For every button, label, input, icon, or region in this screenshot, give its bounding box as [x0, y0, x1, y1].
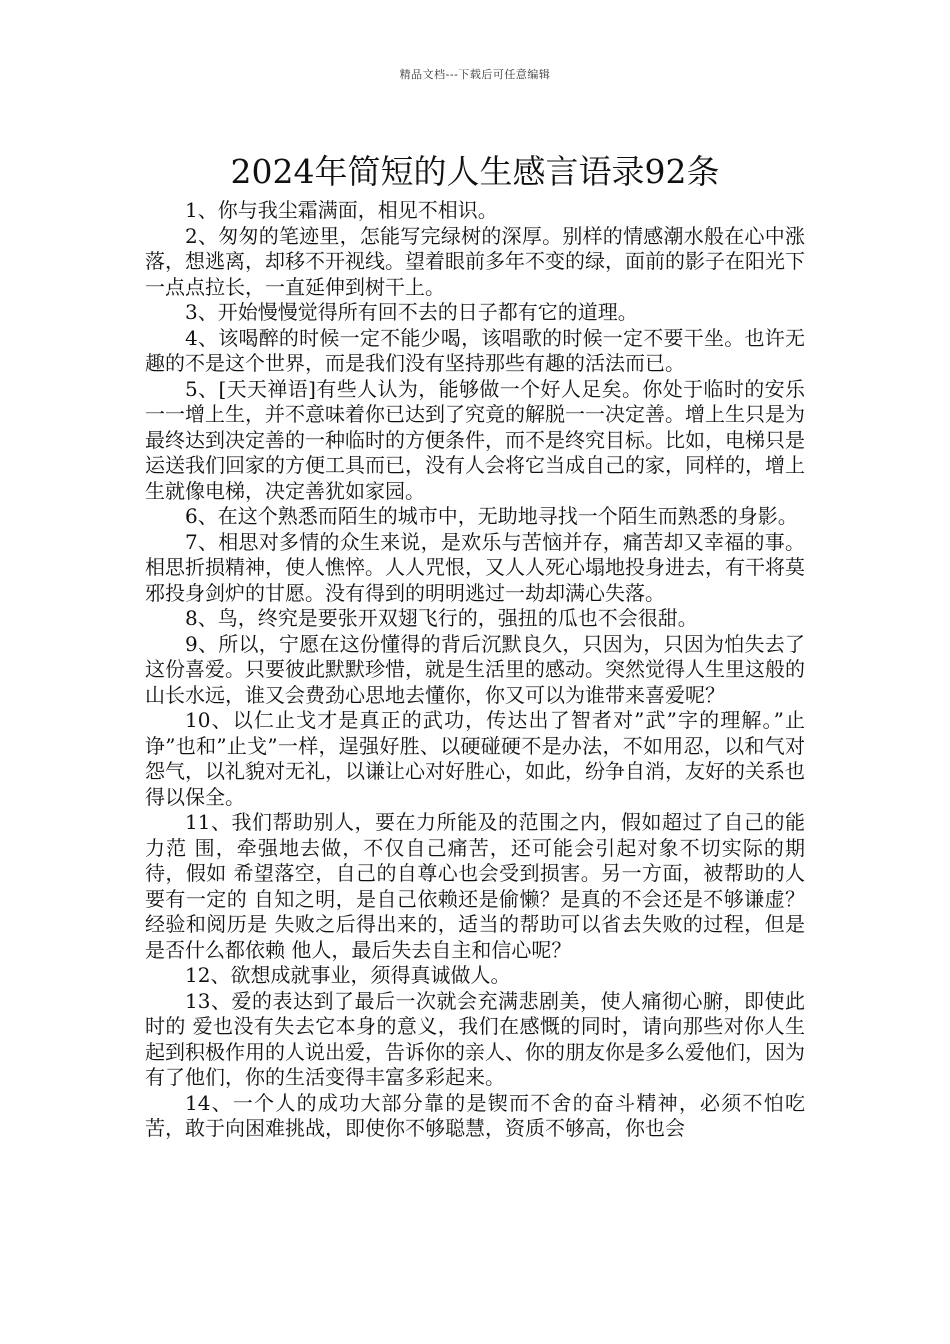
- paragraph: 3、开始慢慢觉得所有回不去的日子都有它的道理。: [185, 300, 638, 324]
- paragraph: 14、一个人的成功大部分靠的是锲而不舍的奋斗精神，必须不怕吃苦，敢于向困难挑战，即使你不够聪慧，资质不够高，你也会: [145, 1090, 805, 1140]
- paragraph: 7、相思对多情的众生来说，是欢乐与苦恼并存，痛苦却又幸福的事。相思折损精神，使人憔悴。人人咒恨，又人人死心塌地投身进去，有干将莫邪投身剑炉的甘愿。没有得到的明明逃过一劫却满心失落。: [145, 529, 805, 605]
- document-title: 2024年简短的人生感言语录92条: [230, 152, 720, 192]
- paragraph: 13、爱的表达到了最后一次就会充满悲剧美，使人痛彻心腑，即使此时的 爱也没有失去它本身的意义，我们在感慨的同时，请向那些对你人生起到积极作用的人说出爱，告诉你的亲人、你的朋友你是多么爱他们，因为有了他们，你的生活变得丰富多彩起来。: [145, 988, 805, 1089]
- paragraph: 9、所以，宁愿在这份懂得的背后沉默良久，只因为，只因为怕失去了这份喜爱。只要彼此默默珍惜，就是生活里的感动。突然觉得人生里这般的山长水远，谁又会费劲心思地去懂你，你又可以为谁带来喜爱呢？: [145, 631, 805, 707]
- paragraph: 12、欲想成就事业，须得真诚做人。: [185, 963, 511, 987]
- page-header: 精品文档---下载后可任意编辑: [399, 68, 551, 81]
- paragraph: 4、该喝醉的时候一定不能少喝，该唱歌的时候一定不要干坐。也许无趣的不是这个世界，而是我们没有坚持那些有趣的活法而已。: [145, 325, 805, 375]
- paragraph: 1、你与我尘霜满面，相见不相识。: [185, 198, 498, 222]
- paragraph: 6、在这个熟悉而陌生的城市中，无助地寻找一个陌生而熟悉的身影。: [185, 504, 798, 528]
- paragraph: 10、以仁止戈才是真正的武功，传达出了智者对”武”字的理解。”止诤”也和”止戈”一样，逞强好胜、以硬碰硬不是办法，不如用忍，以和气对怨气，以礼貌对无礼，以谦让心对好胜心，如此，纷争自消，友好的关系也得以保全。: [145, 708, 805, 809]
- paragraph: 11、我们帮助别人，要在力所能及的范围之内，假如超过了自己的能力范 围，牵强地去做，不仅自己痛苦，还可能会引起对象不切实际的期待，假如 希望落空，自己的自尊心也会受到损害。另一方面，被帮助的人要有一定的 自知之明，是自己依赖还是偷懒？是真的不会还是不够谦虚？经验和阅历是 失败之后得出来的，适当的帮助可以省去失败的过程，但是是否什么都依赖 他人，最后失去自主和信心呢？: [145, 810, 805, 962]
- paragraph: 8、鸟，终究是要张开双翅飞行的，强扭的瓜也不会很甜。: [185, 606, 698, 630]
- paragraph: 5、[天天禅语]有些人认为，能够做一个好人足矣。你处于临时的安乐一一增上生，并不意味着你已达到了究竟的解脱一一决定善。增上生只是为最终达到决定善的一种临时的方便条件，而不是终究目标。比如，电梯只是运送我们回家的方便工具而已，没有人会将它当成自己的家，同样的，增上生就像电梯，决定善犹如家园。: [145, 376, 805, 503]
- paragraph: 2、匆匆的笔迹里，怎能写完绿树的深厚。别样的情感潮水般在心中涨落，想逃离，却移不开视线。望着眼前多年不变的绿，面前的影子在阳光下一点点拉长，一直延伸到树干上。: [145, 223, 805, 299]
- document-body: [145, 198, 805, 1142]
